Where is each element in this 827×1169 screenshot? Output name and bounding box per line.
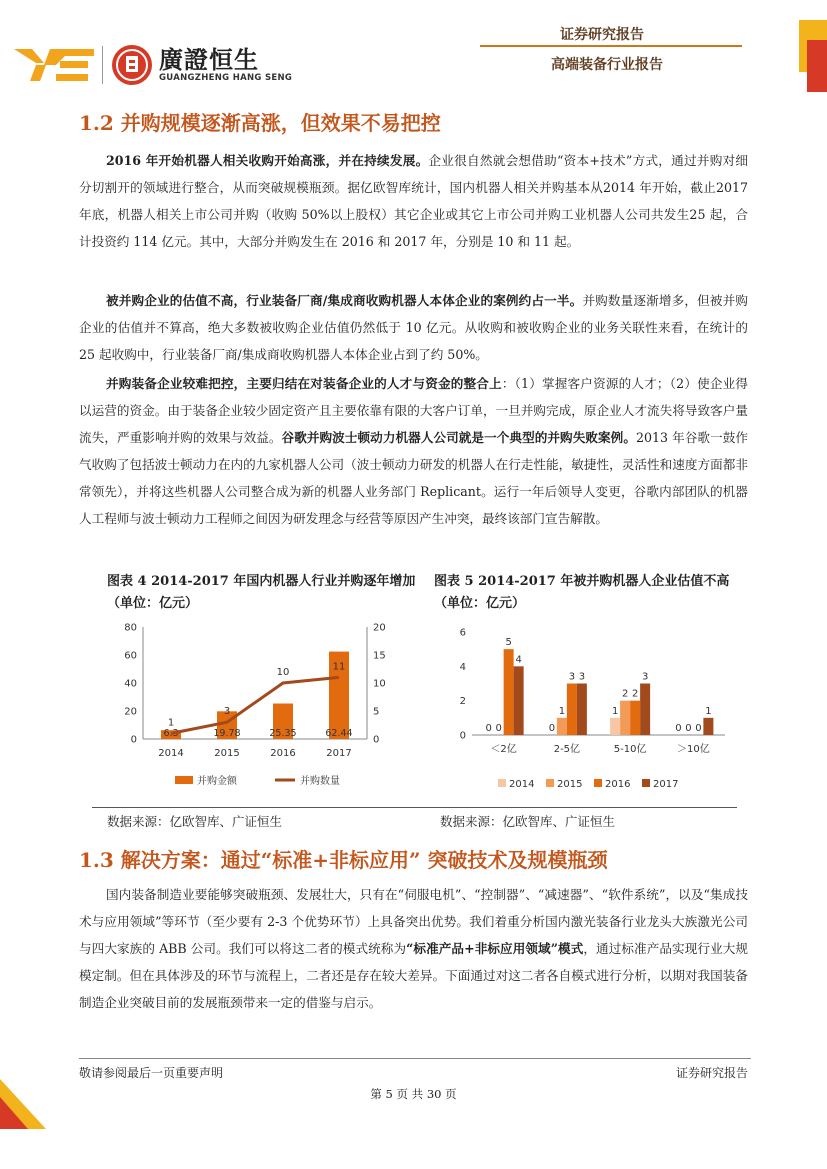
bar (577, 684, 587, 736)
bar (703, 718, 713, 735)
y-tick-label: 4 (459, 661, 466, 673)
paragraph-4 (79, 881, 748, 1016)
figure-5-source: 数据来源：亿欧智库、广证恒生 (440, 814, 616, 829)
bar-value-label: 1 (611, 705, 619, 717)
paragraph-3-lead: 并购装备企业较难把控，主要归结在对装备企业的人才与资金的整合上 (106, 376, 502, 391)
bar (504, 649, 514, 735)
legend-swatch (594, 779, 602, 787)
line-value-label: 10 (276, 667, 290, 678)
x-tick-label: ＞10亿 (677, 744, 710, 755)
paragraph-3-body-1: ：（1）掌握客户资源的人才；（2）使企业得以运营的资金。由于装备企业较少固定资产且主要依靠有限的大客户订单，一旦并购完成，原企业人才流失将导致客户量流失，严重影响并购的效果与效益。 (79, 376, 748, 445)
figure-4-source: 数据来源：亿欧智库、广证恒生 (107, 814, 283, 829)
bar-value-label: 19.78 (213, 728, 241, 739)
right-tick-label: 20 (373, 622, 386, 634)
bar-value-label: 5 (505, 637, 512, 649)
legend-label: 2015 (557, 779, 583, 790)
seal-icon (111, 44, 153, 86)
x-tick-label: 2-5亿 (553, 744, 581, 755)
x-tick-label: 2016 (270, 748, 296, 759)
bar-value-label: 0 (685, 723, 692, 734)
bar (557, 718, 567, 735)
paragraph-1 (79, 147, 748, 255)
bar-value-label: 0 (675, 723, 682, 734)
x-tick-label: 2014 (158, 748, 184, 759)
left-tick-label: 40 (124, 678, 137, 690)
paragraph-2-lead: 被并购企业的估值不高，行业装备厂商/集成商收购机器人本体企业的案例约占一半。 (106, 293, 583, 308)
legend-swatch (642, 779, 650, 787)
right-tick-label: 15 (373, 650, 386, 662)
header-rule (480, 45, 742, 47)
footer-rule (79, 1058, 751, 1059)
left-tick-label: 80 (124, 622, 137, 634)
figure-4-caption: 图表 4 2014-2017 年国内机器人行业并购逐年增加（单位：亿元） (107, 574, 416, 611)
chart-valuation-distribution (440, 620, 740, 800)
x-tick-label: 2015 (214, 748, 240, 759)
report-type: 证券研究报告 (560, 27, 644, 43)
bar (630, 701, 640, 735)
right-tick-label: 5 (373, 706, 380, 718)
bar-value-label: 3 (568, 671, 576, 683)
line-value-label: 11 (332, 661, 346, 673)
y-tick-label: 6 (459, 627, 466, 639)
legend-label: 2016 (605, 779, 631, 790)
paragraph-3 (79, 370, 748, 532)
bar-value-label: 4 (515, 654, 522, 666)
bar-value-label: 2 (631, 688, 639, 700)
legend-label-amount: 并购金额 (197, 776, 237, 787)
paragraph-2 (79, 287, 748, 368)
paragraph-1-body: 企业很自然就会想借助“资本+技术”方式，通过并购对细分切割开的领域进行整合，从而突破规模瓶颈。据亿欧智库统计，国内机器人相关并购基本从2014 年开始，截止2017 年底，机器人相关上市公司并购（收购 50%以上股权）其它企业或其它上市公司并购工业机器人公司共发生25 起，合计投资约 114 亿元。其中，大部分并购发生在 2016 和 2017 年，分别是 10 和 11 起。 (79, 153, 748, 249)
bar-value-label: 0 (548, 723, 556, 734)
footer-disclaimer: 敬请参阅最后一页重要声明 (79, 1066, 224, 1080)
bar-value-label: 62.44 (325, 728, 353, 739)
logo-divider (102, 46, 103, 84)
right-tick-label: 10 (373, 678, 386, 690)
report-sector: 高端装备行业报告 (551, 57, 663, 73)
bar (567, 684, 577, 736)
count-line (171, 677, 339, 733)
left-tick-label: 60 (124, 650, 137, 662)
paragraph-3-lead-2: 谷歌并购波士顿动力机器人公司就是一个典型的并购失败案例。 (281, 430, 636, 445)
x-tick-label: 5-10亿 (613, 744, 647, 755)
bar-value-label: 3 (641, 671, 649, 683)
section-heading-1-3: 1.3 解决方案：通过“标准+非标应用” 突破技术及规模瓶颈 (79, 848, 608, 872)
line-value-label: 3 (223, 706, 231, 718)
right-tick-label: 0 (373, 734, 380, 746)
bar-value-label: 0 (695, 723, 702, 734)
legend-label-count: 并购数量 (300, 776, 340, 787)
company-name-cn: 廣證恒生 (159, 46, 259, 74)
page-number: 第 5 页 共 30 页 (370, 1087, 457, 1101)
chart-acquisition-trend (105, 615, 417, 805)
paragraph-3-body-2: 2013 年谷歌一鼓作气收购了包括波士顿动力在内的九家机器人公司（波士顿动力研发的机器人在行走性能，敏捷性，灵活性和速度方面都非常领先），并将这些机器人公司整合成为新的机器人业务部门 Replicant。运行一年后领导人变更，谷歌内部团队的机器人工程师与波士顿动力工程师之间因为研发理念与经营等原因产生冲突，最终该部门宣告解散。 (79, 430, 749, 526)
legend-swatch-amount (175, 776, 193, 784)
legend-label: 2017 (653, 779, 679, 790)
paragraph-4-body-1: 国内装备制造业要能够突破瓶颈、发展壮大，只有在“伺服电机”、“控制器”、“减速器”、“软件系统”，以及“集成技术与应用领域”等环节（至少要有 2-3 个优势环节）上具备突出优势。我们着重分析国内激光装备行业龙头大族激光公司与四大家族的 ABB 公司。我们可以将这二者的模式统称为 (79, 887, 748, 956)
paragraph-4-body-2: ，通过标准产品实现行业大规模定制。但在具体涉及的环节与流程上，二者还是存在较大差异。下面通过对这二者各自模式进行分析，以期对我国装备制造企业突破目前的发展瓶颈带来一定的借鉴与启示。 (79, 941, 748, 1010)
y-tick-label: 2 (459, 696, 466, 708)
bar (514, 666, 524, 735)
bar (610, 718, 620, 735)
paragraph-2-body: 并购数量逐渐增多，但被并购企业的估值并不算高，绝大多数被收购企业估值仍然低于 10 亿元。从收购和被收购企业的业务关联性来看，在统计的 25 起收购中，行业装备厂商/集成商收购机器人本体企业占到了约 50%。 (79, 293, 749, 362)
paragraph-1-lead: 2016 年开始机器人相关收购开始高涨，并在持续发展。 (106, 153, 429, 168)
corner-accent-red (807, 40, 827, 92)
x-tick-label: ＜2亿 (490, 744, 517, 755)
bar-value-label: 25.35 (269, 728, 297, 739)
company-logo (14, 44, 292, 86)
line-value-label: 1 (167, 717, 175, 729)
paragraph-4-lead: “标准产品+非标应用领域”模式 (406, 941, 584, 956)
legend-swatch (498, 779, 506, 787)
legend-label: 2014 (509, 779, 535, 790)
y-tick-label: 0 (459, 730, 466, 742)
bar (620, 701, 630, 735)
footer-report-type: 证券研究报告 (676, 1066, 749, 1080)
bar (640, 684, 650, 736)
bar-value-label: 3 (578, 671, 586, 683)
bar-value-label: 1 (705, 705, 712, 717)
bar-value-label: 2 (621, 688, 629, 700)
company-name-en: GUANGZHENG HANG SENG (159, 73, 293, 83)
legend-swatch (546, 779, 554, 787)
left-tick-label: 20 (124, 706, 137, 718)
left-tick-label: 0 (130, 734, 137, 746)
bar-value-label: 0 (485, 723, 492, 734)
figure-5-caption: 图表 5 2014-2017 年被并购机器人企业估值不高（单位：亿元） (434, 574, 730, 611)
bar-value-label: 6.3 (163, 728, 179, 739)
section-heading-1-2: 1.2 并购规模逐渐高涨，但效果不易把控 (79, 111, 441, 135)
bar-value-label: 1 (558, 705, 566, 717)
gf-logo-icon (14, 47, 96, 83)
figure-rule (92, 807, 737, 808)
bar-value-label: 0 (495, 723, 502, 734)
x-tick-label: 2017 (326, 748, 352, 759)
